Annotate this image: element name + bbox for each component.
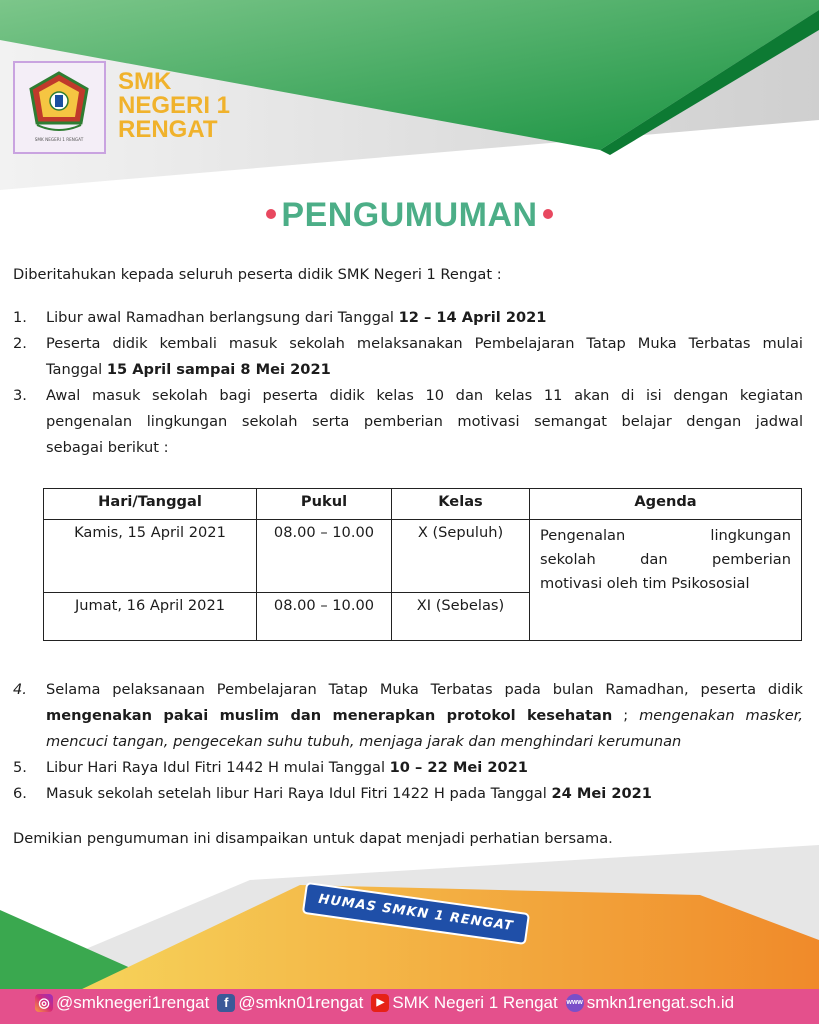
announcement-list-bottom: [13, 677, 803, 807]
table-header: Kelas: [392, 489, 530, 520]
instagram-icon: ◎: [35, 994, 53, 1012]
list-item: [13, 305, 803, 331]
school-name-line: SMK: [118, 68, 172, 95]
item-text: Awal masuk sekolah bagi peserta didik kelas 10 dan kelas 11 akan di isi dengan kegiatan: [46, 387, 803, 404]
table-cell-class: X (Sepuluh): [392, 520, 530, 593]
closing-text: Demikian pengumuman ini disampaikan untuk dapat menjadi perhatian bersama.: [13, 830, 613, 847]
item-bold: 12 – 14 April 2021: [398, 309, 547, 326]
item-bold: 24 Mei 2021: [551, 785, 652, 802]
item-number: 4.: [13, 681, 27, 698]
item-bold: 10 – 22 Mei 2021: [389, 759, 528, 776]
item-italic: mencuci tangan, pengecekan suhu tubuh, menjaga jarak dan menghindari kerumunan: [46, 733, 682, 750]
item-text: Peserta didik kembali masuk sekolah melaksanakan Pembelajaran Tatap Muka Terbatas mulai: [46, 335, 803, 352]
list-item: [13, 331, 803, 383]
item-text: Libur awal Ramadhan berlangsung dari Tanggal: [46, 309, 399, 326]
table-row: [44, 520, 802, 593]
youtube-icon: ▶: [371, 994, 389, 1012]
item-bold: mengenakan pakai muslim dan menerapkan protokol kesehatan: [46, 707, 613, 724]
logo-emblem-icon: [15, 63, 104, 152]
item-number: 3.: [13, 387, 27, 404]
agenda-line: motivasi oleh tim Psikososial: [540, 575, 750, 592]
school-name-line: RENGAT: [118, 116, 218, 143]
footer-instagram[interactable]: [35, 993, 209, 1013]
footer-facebook[interactable]: [217, 993, 363, 1013]
table-cell-day: Jumat, 16 April 2021: [44, 593, 257, 641]
school-logo: [13, 61, 106, 154]
bottom-orange-band: [80, 885, 819, 990]
item-number: 6.: [13, 785, 27, 802]
page-title: [0, 196, 819, 235]
intro-text: Diberitahukan kepada seluruh peserta didik SMK Negeri 1 Rengat :: [13, 266, 502, 283]
table-header: Hari/Tanggal: [44, 489, 257, 520]
list-item: [13, 383, 803, 461]
list-item: [13, 677, 803, 755]
item-text: Tanggal: [46, 361, 107, 378]
school-name: [118, 70, 230, 142]
schedule-table: [43, 488, 802, 641]
agenda-line: Pengenalan lingkungan: [540, 527, 791, 544]
table-header-row: [44, 489, 802, 520]
footer-youtube[interactable]: [371, 993, 557, 1013]
agenda-line: sekolah dan pemberian: [540, 551, 791, 568]
item-number: 5.: [13, 759, 27, 776]
item-text: Libur Hari Raya Idul Fitri 1442 H mulai Tanggal: [46, 759, 390, 776]
list-item: [13, 755, 803, 781]
list-item: [13, 781, 803, 807]
announcement-list-top: [13, 305, 803, 461]
item-text: pengenalan lingkungan sekolah serta pemberian motivasi semangat belajar dengan jadwal: [46, 413, 803, 430]
instagram-handle[interactable]: @smknegeri1rengat: [56, 993, 210, 1012]
website-url[interactable]: smkn1rengat.sch.id: [586, 993, 735, 1012]
humas-badge: HUMAS SMKN 1 RENGAT: [304, 884, 528, 943]
table-cell-time: 08.00 – 10.00: [257, 520, 392, 593]
table-cell-day: Kamis, 15 April 2021: [44, 520, 257, 593]
title-text: PENGUMUMAN: [281, 196, 538, 234]
table-header: Pukul: [257, 489, 392, 520]
title-dot-right: [543, 209, 553, 219]
item-bold: 15 April sampai 8 Mei 2021: [106, 361, 331, 378]
item-separator: ;: [612, 707, 640, 724]
globe-icon: www: [566, 994, 584, 1012]
school-name-line: NEGERI 1: [118, 92, 231, 119]
facebook-icon: f: [217, 994, 235, 1012]
facebook-handle[interactable]: @smkn01rengat: [238, 993, 364, 1012]
table-cell-class: XI (Sebelas): [392, 593, 530, 641]
footer-website[interactable]: [566, 993, 734, 1013]
item-number: 2.: [13, 335, 27, 352]
youtube-channel[interactable]: SMK Negeri 1 Rengat: [392, 993, 558, 1012]
title-dot-left: [266, 209, 276, 219]
item-text: sebagai berikut :: [46, 439, 169, 456]
item-text: Selama pelaksanaan Pembelajaran Tatap Muka Terbatas pada bulan Ramadhan, peserta didik: [46, 681, 803, 698]
item-text: Masuk sekolah setelah libur Hari Raya Idul Fitri 1422 H pada Tanggal: [46, 785, 552, 802]
table-header: Agenda: [530, 489, 802, 520]
logo-caption: SMK NEGERI 1 RENGAT: [34, 137, 84, 142]
footer-social: [35, 993, 742, 1013]
item-number: 1.: [13, 309, 27, 326]
table-cell-time: 08.00 – 10.00: [257, 593, 392, 641]
table-cell-agenda: [530, 520, 802, 641]
item-italic: mengenakan masker,: [639, 707, 803, 724]
